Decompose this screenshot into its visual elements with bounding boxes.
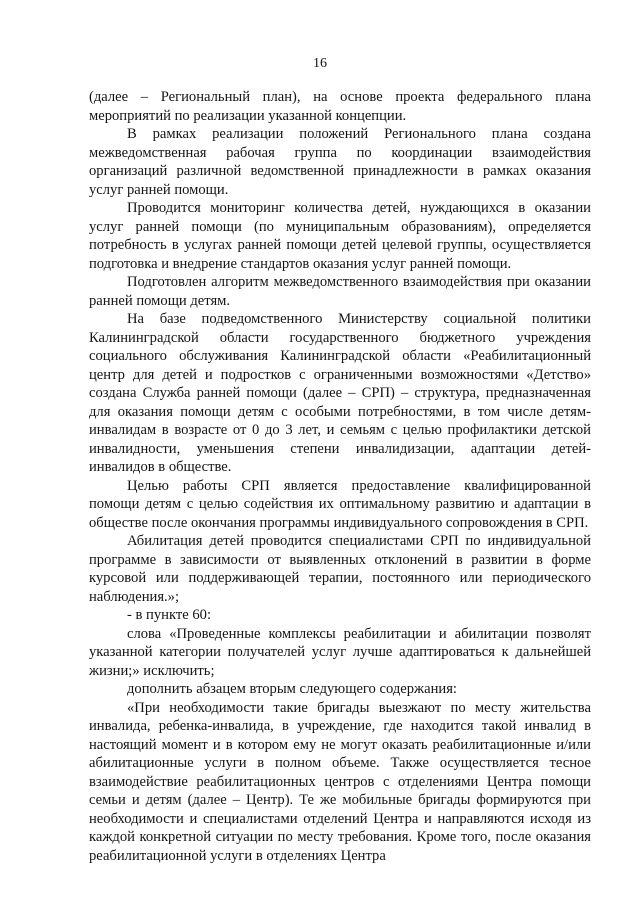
paragraph: Проводится мониторинг количества детей, нуждающихся в оказании услуг ранней помощи (по муниципальным образованиям), определяется потребность в услугах ранней помощи детей целевой группы, осуществляется подготовка и внедрение стандартов оказания услуг ранней помощи. — [89, 200, 591, 272]
paragraph: Целью работы СРП является предоставление квалифицированной помощи детям с целью содействия их оптимальному развитию и адаптации в обществе после окончания программы индивидуального сопровождения в СРП. — [89, 477, 591, 531]
paragraph: «При необходимости такие бригады выезжают по месту жительства инвалида, ребенка-инвалида, в учреждение, где находится такой инвалид в настоящий момент и в котором ему не могут оказать реабилитационные и/или абилитационные услуги в полном объеме. Также осуществляется тесное взаимодействие реабилитационных центров с отделениями Центра помощи семьи и детям (далее – Центр). Те же мобильные бригады формируются при необходимости и специалистами отделений Центра и направляются исходя из каждой конкретной ситуации по месту требования. Кроме того, после оказания реабилитационной услуги в отделениях Центра — [89, 699, 591, 864]
paragraph: слова «Проведенные комплексы реабилитации и абилитации позволят указанной категории получателей услуг лучше адаптироваться к дальнейшей жизни;» исключить; — [89, 625, 591, 679]
paragraph: - в пункте 60: — [127, 607, 212, 623]
page-number: 16 — [313, 56, 327, 71]
paragraph: Абилитация детей проводится специалистами СРП по индивидуальной программе в зависимости от выявленных отклонений в развитии в форме курсовой или поддерживающей терапии, постоянного или периодического наблюдения.»; — [89, 533, 591, 605]
paragraph: В рамках реализации положений Регионального плана создана межведомственная рабочая группа по координации взаимодействия организаций различной ведомственной принадлежности в рамках оказания услуг ранней помощи. — [89, 126, 591, 198]
paragraph: дополнить абзацем вторым следующего содержания: — [127, 681, 457, 697]
paragraph: (далее – Региональный план), на основе проекта федерального плана мероприятий по реализации указанной концепции. — [89, 89, 591, 124]
paragraph: Подготовлен алгоритм межведомственного взаимодействия при оказании ранней помощи детям. — [89, 274, 591, 309]
paragraph: На базе подведомственного Министерству социальной политики Калининградской области государственного бюджетного учреждения социального обслуживания Калининградской области «Реабилитационный центр для детей и подростков с ограниченными возможностями «Детство» создана Служба ранней помощи (далее – СРП) – структура, предназначенная для оказания помощи детям с особыми потребностями, в том числе детям-инвалидам в возрасте от 0 до 3 лет, и семьям с целью профилактики детской инвалидности, уменьшения степени инвалидизации, адаптации детей-инвалидов в обществе. — [89, 311, 591, 475]
document-body — [89, 88, 591, 865]
